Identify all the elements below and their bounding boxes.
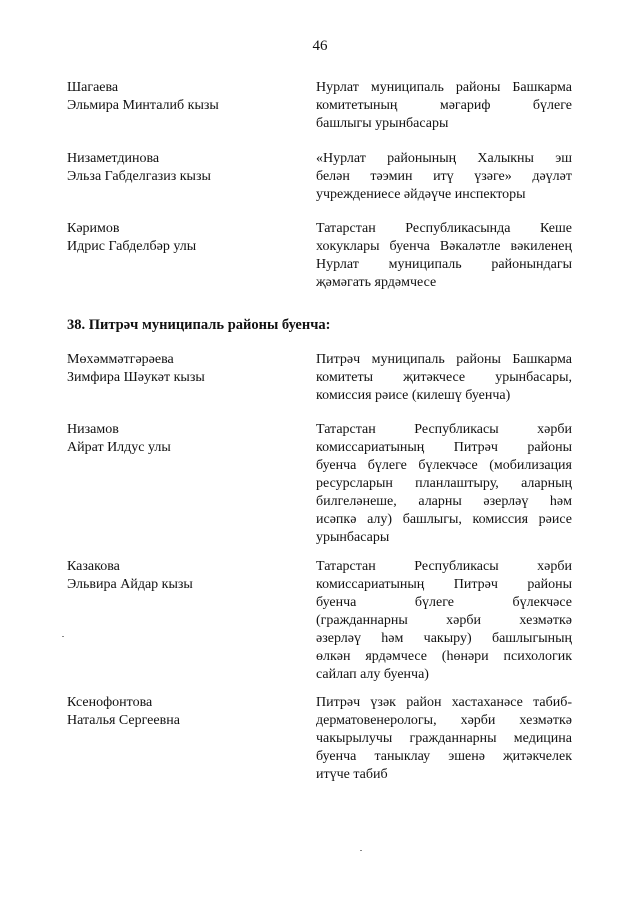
member-given-name: Наталья Сергеевна [67,713,180,728]
position-line: Питрәч муниципаль районы Башкарма [316,352,572,367]
position-line: комитетының мәгариф бүлеге [316,98,572,113]
position-line: Татарстан Республикасы хәрби [316,422,572,437]
position-line: чакырылучы гражданнарны медицина [316,731,572,746]
position-line: башлыгы урынбасары [316,116,449,131]
member-given-name: Эльвира Айдар кызы [67,577,193,592]
member-name [67,351,297,387]
member-name [67,558,297,594]
position-line: комиссариатының Питрәч районы [316,440,572,455]
position-line: Питрәч үзәк район хастаханәсе табиб- [316,695,572,710]
position-line: урынбасары [316,530,390,545]
member-position [316,421,572,547]
position-line: Нурлат муниципаль районы Башкарма [316,80,572,95]
member-surname: Шагаева [67,80,119,95]
position-line: буенча таныклау эшенә җитәкчелек [316,749,572,764]
member-name [67,220,297,256]
member-surname: Казакова [67,559,120,574]
position-line: Нурлат муниципаль районындагы [316,257,572,272]
member-given-name: Айрат Илдус улы [67,440,171,455]
position-line: белән тәэмин итү үзәге» дәүләт [316,169,572,184]
position-line: комитеты җитәкчесе урынбасары, [316,370,572,385]
position-line: комиссия рәисе (килешү буенча) [316,388,511,403]
position-line: сайлап алу буенча) [316,667,429,682]
member-position [316,220,572,292]
scan-speck [360,850,362,851]
section-heading: 38. Питрәч муниципаль районы буенча: [67,317,331,333]
position-line: (гражданнарны хәрби хезмәткә [316,613,572,628]
member-surname: Низаметдинова [67,151,160,166]
member-given-name: Эльза Габделгазиз кызы [67,169,211,184]
position-line: Татарстан Республикасы хәрби [316,559,572,574]
member-given-name: Идрис Габделбәр улы [67,239,197,254]
scan-speck [62,636,64,637]
member-surname: Кәримов [67,221,120,236]
position-line: әзерләү һәм чакыру) башлыгының [316,631,572,646]
page-number: 46 [312,38,328,54]
position-line: өлкән ярдәмчесе (һөнәри психологик [316,649,572,664]
position-line: Татарстан Республикасында Кеше [316,221,572,236]
member-name [67,421,297,457]
member-position [316,694,572,784]
member-position [316,150,572,204]
member-position [316,79,572,133]
position-line: җәмәгать ярдәмчесе [316,275,437,290]
member-given-name: Зимфира Шәукәт кызы [67,370,205,385]
position-line: исәпкә алу) башлыгы, комиссия рәисе [316,512,572,527]
position-line: комиссариатының Питрәч районы [316,577,572,592]
member-position [316,558,572,684]
member-name [67,79,297,115]
position-line: итүче табиб [316,767,388,782]
member-surname: Ксенофонтова [67,695,153,710]
position-line: учреждениесе әйдәүче инспекторы [316,187,526,202]
position-line: дерматовенерологы, хәрби хезмәткә [316,713,572,728]
position-line: буенча бүлеге бүлекчәсе (мобилизация [316,458,572,473]
member-given-name: Эльмира Минталиб кызы [67,98,219,113]
member-name [67,150,297,186]
member-position [316,351,572,405]
position-line: ресурсларын планлаштыру, аларның [316,476,572,491]
position-line: «Нурлат районының Халыкны эш [316,151,572,166]
position-line: хокуклары буенча Вәкаләтле вәкиленең [316,239,572,254]
position-line: билгеләнеше, аларны әзерләү һәм [316,494,572,509]
member-surname: Низамов [67,422,119,437]
member-surname: Мөхәммәтгәрәева [67,352,174,367]
member-name [67,694,297,730]
position-line: буенча бүлеге бүлекчәсе [316,595,572,610]
